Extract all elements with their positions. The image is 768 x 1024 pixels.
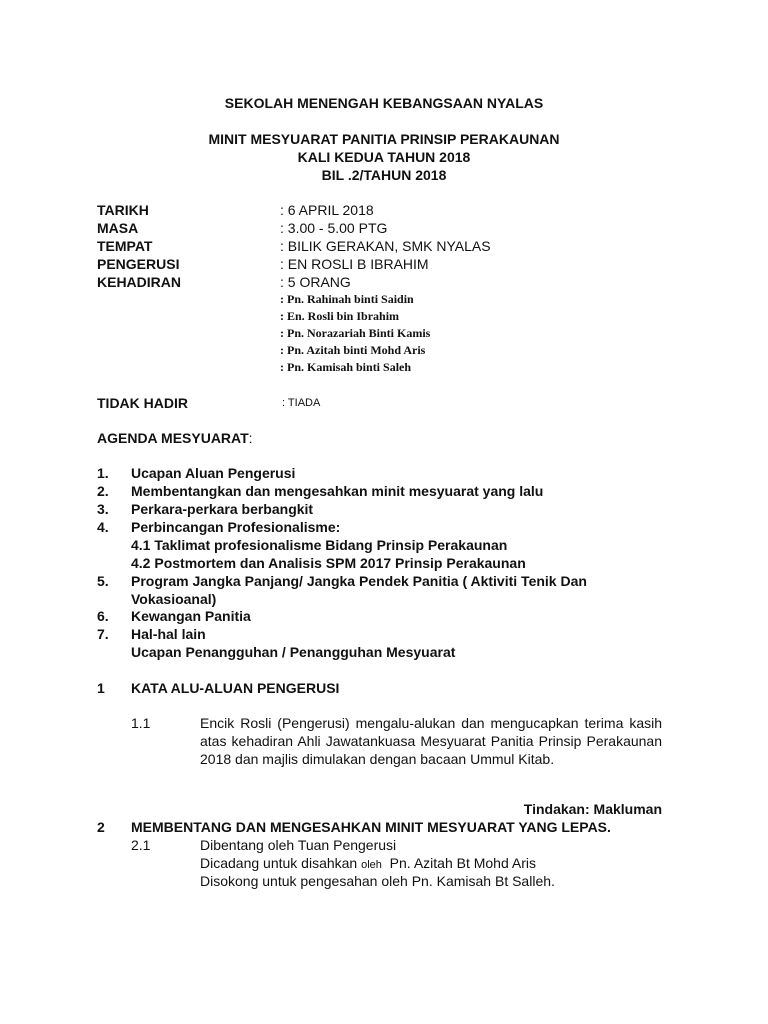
welcome-paragraph: Encik Rosli (Pengerusi) mengalu-alukan dan mengucapkan terima kasih atas kehadiran Ahli Jawatankuasa Mesyuarat Panitia Prinsip Perakaunan 2018 dan majlis dimulakan dengan bacaan Ummul Kitab. [200, 715, 662, 767]
section-title: KATA ALU-ALUAN PENGERUSI [131, 680, 340, 696]
subsection-number: 1.1 [131, 715, 151, 731]
masa-label: MASA [97, 220, 139, 236]
agenda-item: Hal-hal lain [131, 626, 206, 642]
agenda-item-number: 7. [97, 626, 109, 642]
presented-by: Dibentang oleh Tuan Pengerusi [200, 837, 397, 853]
agenda-subitem: 4.2 Postmortem dan Analisis SPM 2017 Prinsip Perakaunan [131, 555, 526, 571]
section-title: MEMBENTANG DAN MENGESAHKAN MINIT MESYUARAT YANG LEPAS. [131, 819, 611, 835]
document-number: BIL .2/TAHUN 2018 [321, 167, 447, 183]
agenda-item-number: 4. [97, 519, 109, 535]
agenda-item-number: 3. [97, 501, 109, 517]
agenda-subitem: 4.1 Taklimat profesionalisme Bidang Prinsip Perakaunan [131, 537, 508, 553]
attendee: : Pn. Norazariah Binti Kamis [280, 326, 431, 340]
masa-value: : 3.00 - 5.00 PTG [280, 220, 388, 236]
attendee: : Pn. Azitah binti Mohd Aris [280, 343, 426, 357]
agenda-closing: Ucapan Penangguhan / Penangguhan Mesyuarat [131, 644, 456, 660]
agenda-item: Perbincangan Profesionalisme: [131, 519, 341, 535]
pengerusi-value: : EN ROSLI B IBRAHIM [280, 256, 429, 272]
agenda-item: Kewangan Panitia [131, 608, 251, 624]
agenda-item: Ucapan Aluan Pengerusi [131, 465, 296, 481]
tempat-value: : BILIK GERAKAN, SMK NYALAS [280, 238, 491, 254]
attendee: : En. Rosli bin Ibrahim [280, 309, 400, 323]
tarikh-value: : 6 APRIL 2018 [280, 202, 374, 218]
agenda-item: Perkara-perkara berbangkit [131, 501, 314, 517]
tindakan-label: Tindakan: Makluman [523, 801, 662, 817]
tarikh-label: TARIKH [97, 202, 149, 218]
subsection-number: 2.1 [131, 837, 151, 853]
agenda-item: Membentangkan dan mengesahkan minit mesyuarat yang lalu [131, 483, 544, 499]
agenda-item-number: 6. [97, 608, 109, 624]
agenda-item-number: 2. [97, 483, 109, 499]
agenda-heading: AGENDA MESYUARAT: [97, 430, 253, 446]
pengerusi-label: PENGERUSI [97, 256, 180, 272]
kehadiran-label: KEHADIRAN [97, 274, 181, 290]
seconded-by: Disokong untuk pengesahan oleh Pn. Kamisah Bt Salleh. [200, 873, 555, 889]
agenda-item-number: 5. [97, 573, 109, 589]
kehadiran-value: : 5 ORANG [280, 274, 351, 290]
section-number: 1 [97, 680, 105, 696]
section-number: 2 [97, 819, 105, 835]
proposed-by: Dicadang untuk disahkan oleh Pn. Azitah Bt Mohd Aris [200, 855, 536, 871]
tidak-hadir-value: : TIADA [282, 397, 321, 409]
agenda-item-number: 1. [97, 465, 109, 481]
document-title: MINIT MESYUARAT PANITIA PRINSIP PERAKAUNAN [208, 131, 560, 147]
attendee: : Pn. Rahinah binti Saidin [280, 292, 414, 306]
document-subtitle: KALI KEDUA TAHUN 2018 [297, 149, 471, 165]
tempat-label: TEMPAT [97, 238, 153, 254]
agenda-item: Program Jangka Panjang/ Jangka Pendek Panitia ( Aktiviti Tenik Dan Vokasioanal) [131, 573, 587, 607]
attendee: : Pn. Kamisah binti Saleh [280, 360, 412, 374]
school-name: SEKOLAH MENENGAH KEBANGSAAN NYALAS [224, 95, 544, 111]
tidak-hadir-label: TIDAK HADIR [97, 395, 188, 411]
